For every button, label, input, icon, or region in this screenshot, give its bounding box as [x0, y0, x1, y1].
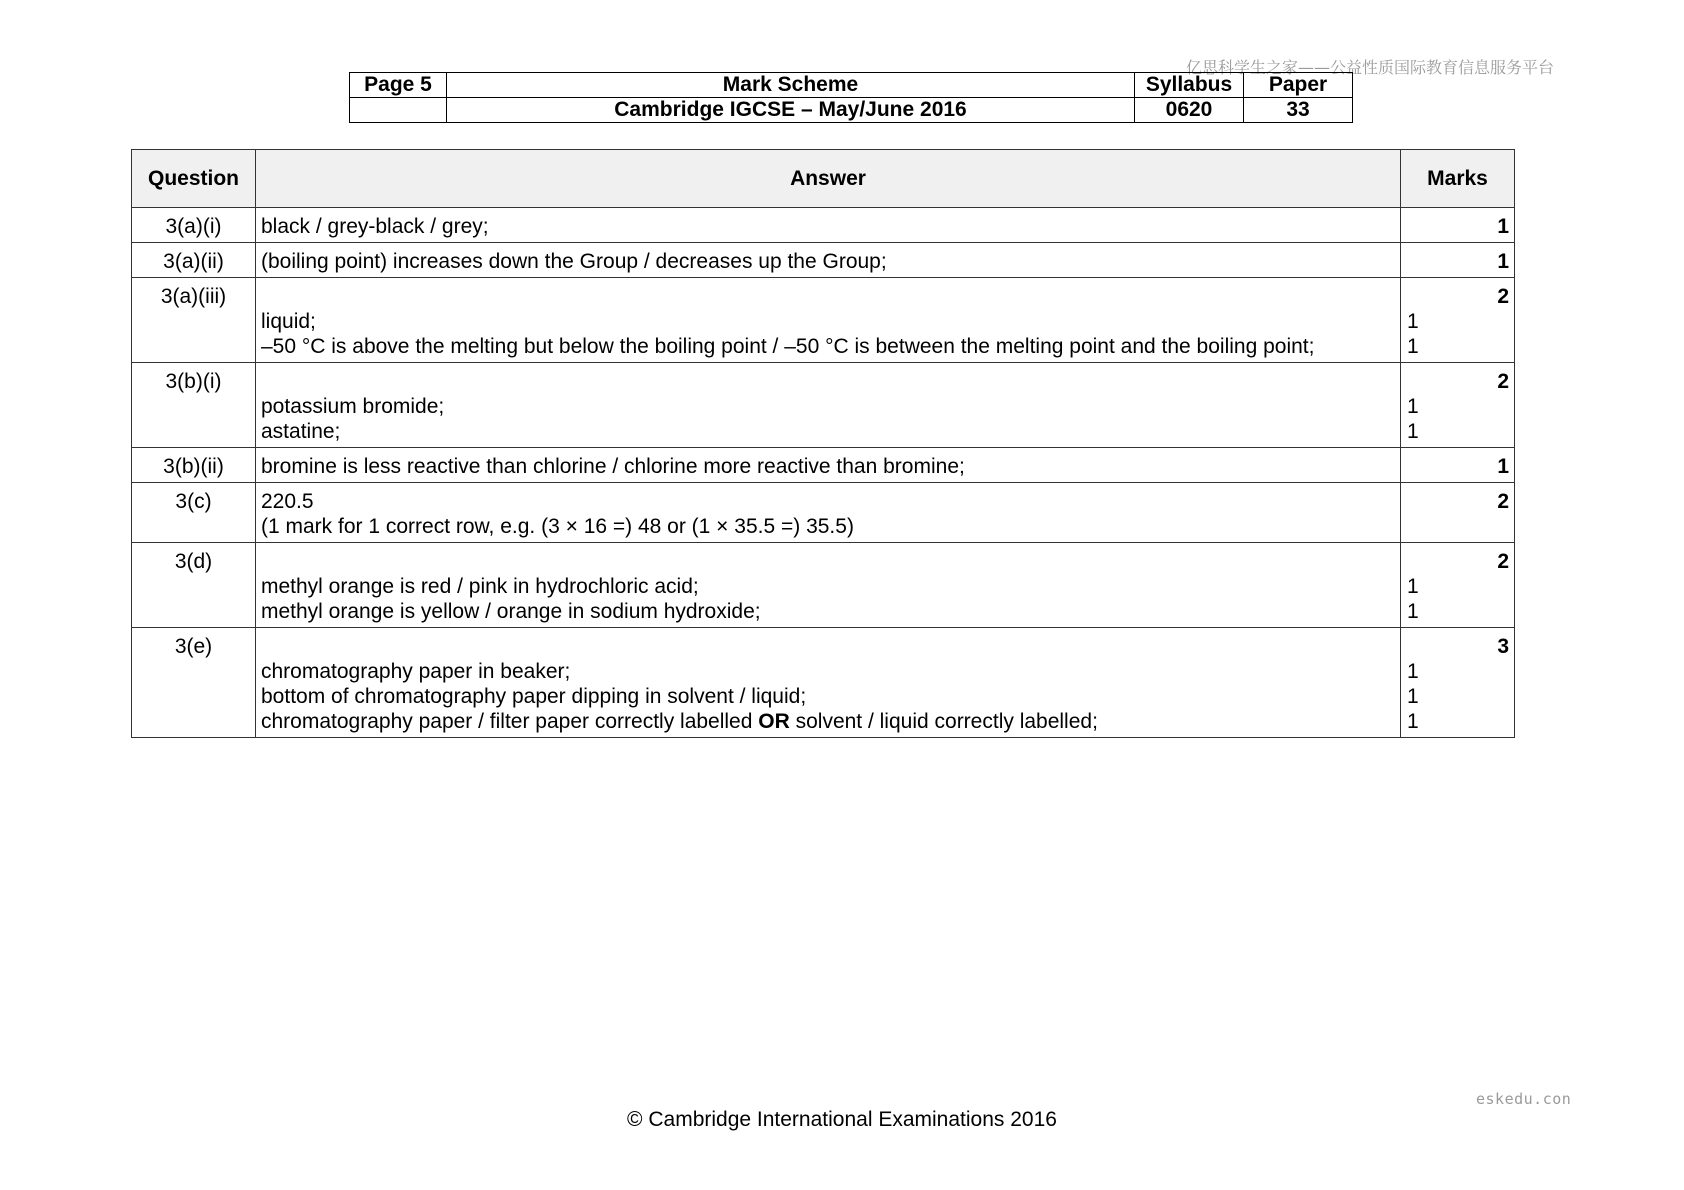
marks-cell [1401, 628, 1515, 738]
answer-line [261, 709, 1395, 734]
answer-line: (boiling point) increases down the Group / decreases up the Group; [261, 250, 887, 273]
question-number: 3(b)(ii) [132, 448, 256, 483]
question-number: 3(a)(iii) [132, 278, 256, 363]
marks-total: 3 [1497, 635, 1509, 658]
question-number: 3(a)(i) [132, 208, 256, 243]
watermark-bottom: eskedu.con [1476, 1090, 1572, 1108]
answer-spacer [261, 284, 1395, 309]
question-number: 3(c) [132, 483, 256, 543]
table-row [132, 278, 1515, 363]
table-row [132, 628, 1515, 738]
sub-mark: 1 [1407, 420, 1419, 443]
question-column-header: Question [132, 150, 256, 208]
marks-cell [1401, 483, 1515, 543]
mark-scheme-table [131, 149, 1515, 738]
blank-cell [350, 98, 447, 123]
table-row [132, 243, 1515, 278]
answer-line: (1 mark for 1 correct row, e.g. (3 × 16 =) 48 or (1 × 35.5 =) 35.5) [261, 515, 854, 538]
paper-number: 33 [1244, 98, 1353, 123]
table-header-row [132, 150, 1515, 208]
answer-line: liquid; [261, 310, 316, 333]
doc-title: Mark Scheme [447, 73, 1135, 98]
answer-line: methyl orange is red / pink in hydrochloric acid; [261, 575, 699, 598]
answer-text: solvent / liquid correctly labelled; [789, 710, 1098, 733]
sub-mark: 1 [1407, 395, 1419, 418]
marks-cell [1401, 208, 1515, 243]
marks-total: 1 [1497, 215, 1509, 238]
answer-column-header: Answer [256, 150, 1401, 208]
answer-cell [256, 243, 1401, 278]
answer-line: bottom of chromatography paper dipping in solvent / liquid; [261, 685, 807, 708]
answer-cell [256, 448, 1401, 483]
question-number: 3(b)(i) [132, 363, 256, 448]
marks-total: 2 [1497, 550, 1509, 573]
answer-cell [256, 208, 1401, 243]
answer-cell [256, 628, 1401, 738]
answer-line: –50 °C is above the melting but below the boiling point / –50 °C is between the melting point and the boiling point; [261, 335, 1315, 358]
syllabus-code: 0620 [1135, 98, 1244, 123]
answer-line: potassium bromide; [261, 395, 445, 418]
marks-total: 1 [1497, 250, 1509, 273]
syllabus-label: Syllabus [1135, 73, 1244, 98]
sub-mark: 1 [1407, 310, 1419, 333]
marks-cell [1401, 243, 1515, 278]
question-number: 3(e) [132, 628, 256, 738]
answer-line: chromatography paper in beaker; [261, 660, 571, 683]
answer-line: methyl orange is yellow / orange in sodium hydroxide; [261, 600, 761, 623]
marks-cell [1401, 448, 1515, 483]
answer-spacer [261, 369, 1395, 394]
marks-cell [1401, 363, 1515, 448]
table-row [132, 208, 1515, 243]
marks-column-header: Marks [1401, 150, 1515, 208]
answer-emphasis: OR [758, 710, 790, 733]
marks-total: 2 [1497, 370, 1509, 393]
answer-cell [256, 363, 1401, 448]
sub-mark: 1 [1407, 335, 1419, 358]
table-row [132, 448, 1515, 483]
answer-text: chromatography paper / filter paper correctly labelled [261, 710, 759, 733]
answer-spacer [261, 549, 1395, 574]
marks-cell [1401, 543, 1515, 628]
question-number: 3(d) [132, 543, 256, 628]
answer-cell [256, 483, 1401, 543]
marks-total: 1 [1497, 455, 1509, 478]
watermark-top: 亿思科学生之家——公益性质国际教育信息服务平台 [1186, 58, 1555, 77]
table-row [132, 483, 1515, 543]
marks-total: 2 [1497, 285, 1509, 308]
answer-spacer [261, 634, 1395, 659]
header-table [349, 72, 1353, 123]
question-number: 3(a)(ii) [132, 243, 256, 278]
marks-cell [1401, 278, 1515, 363]
answer-line: 220.5 [261, 490, 314, 513]
exam-name: Cambridge IGCSE – May/June 2016 [447, 98, 1135, 123]
answer-cell [256, 278, 1401, 363]
marks-total: 2 [1497, 490, 1509, 513]
table-row [132, 543, 1515, 628]
sub-mark: 1 [1407, 660, 1419, 683]
answer-line: black / grey-black / grey; [261, 215, 489, 238]
copyright-footer: © Cambridge International Examinations 2016 [627, 1108, 1057, 1131]
paper-label: Paper [1244, 73, 1353, 98]
answer-line: astatine; [261, 420, 341, 443]
sub-mark: 1 [1407, 710, 1419, 733]
table-row [132, 363, 1515, 448]
sub-mark: 1 [1407, 575, 1419, 598]
answer-line: bromine is less reactive than chlorine / chlorine more reactive than bromine; [261, 455, 965, 478]
answer-cell [256, 543, 1401, 628]
sub-mark: 1 [1407, 685, 1419, 708]
page-number: Page 5 [350, 73, 447, 98]
sub-mark: 1 [1407, 600, 1419, 623]
